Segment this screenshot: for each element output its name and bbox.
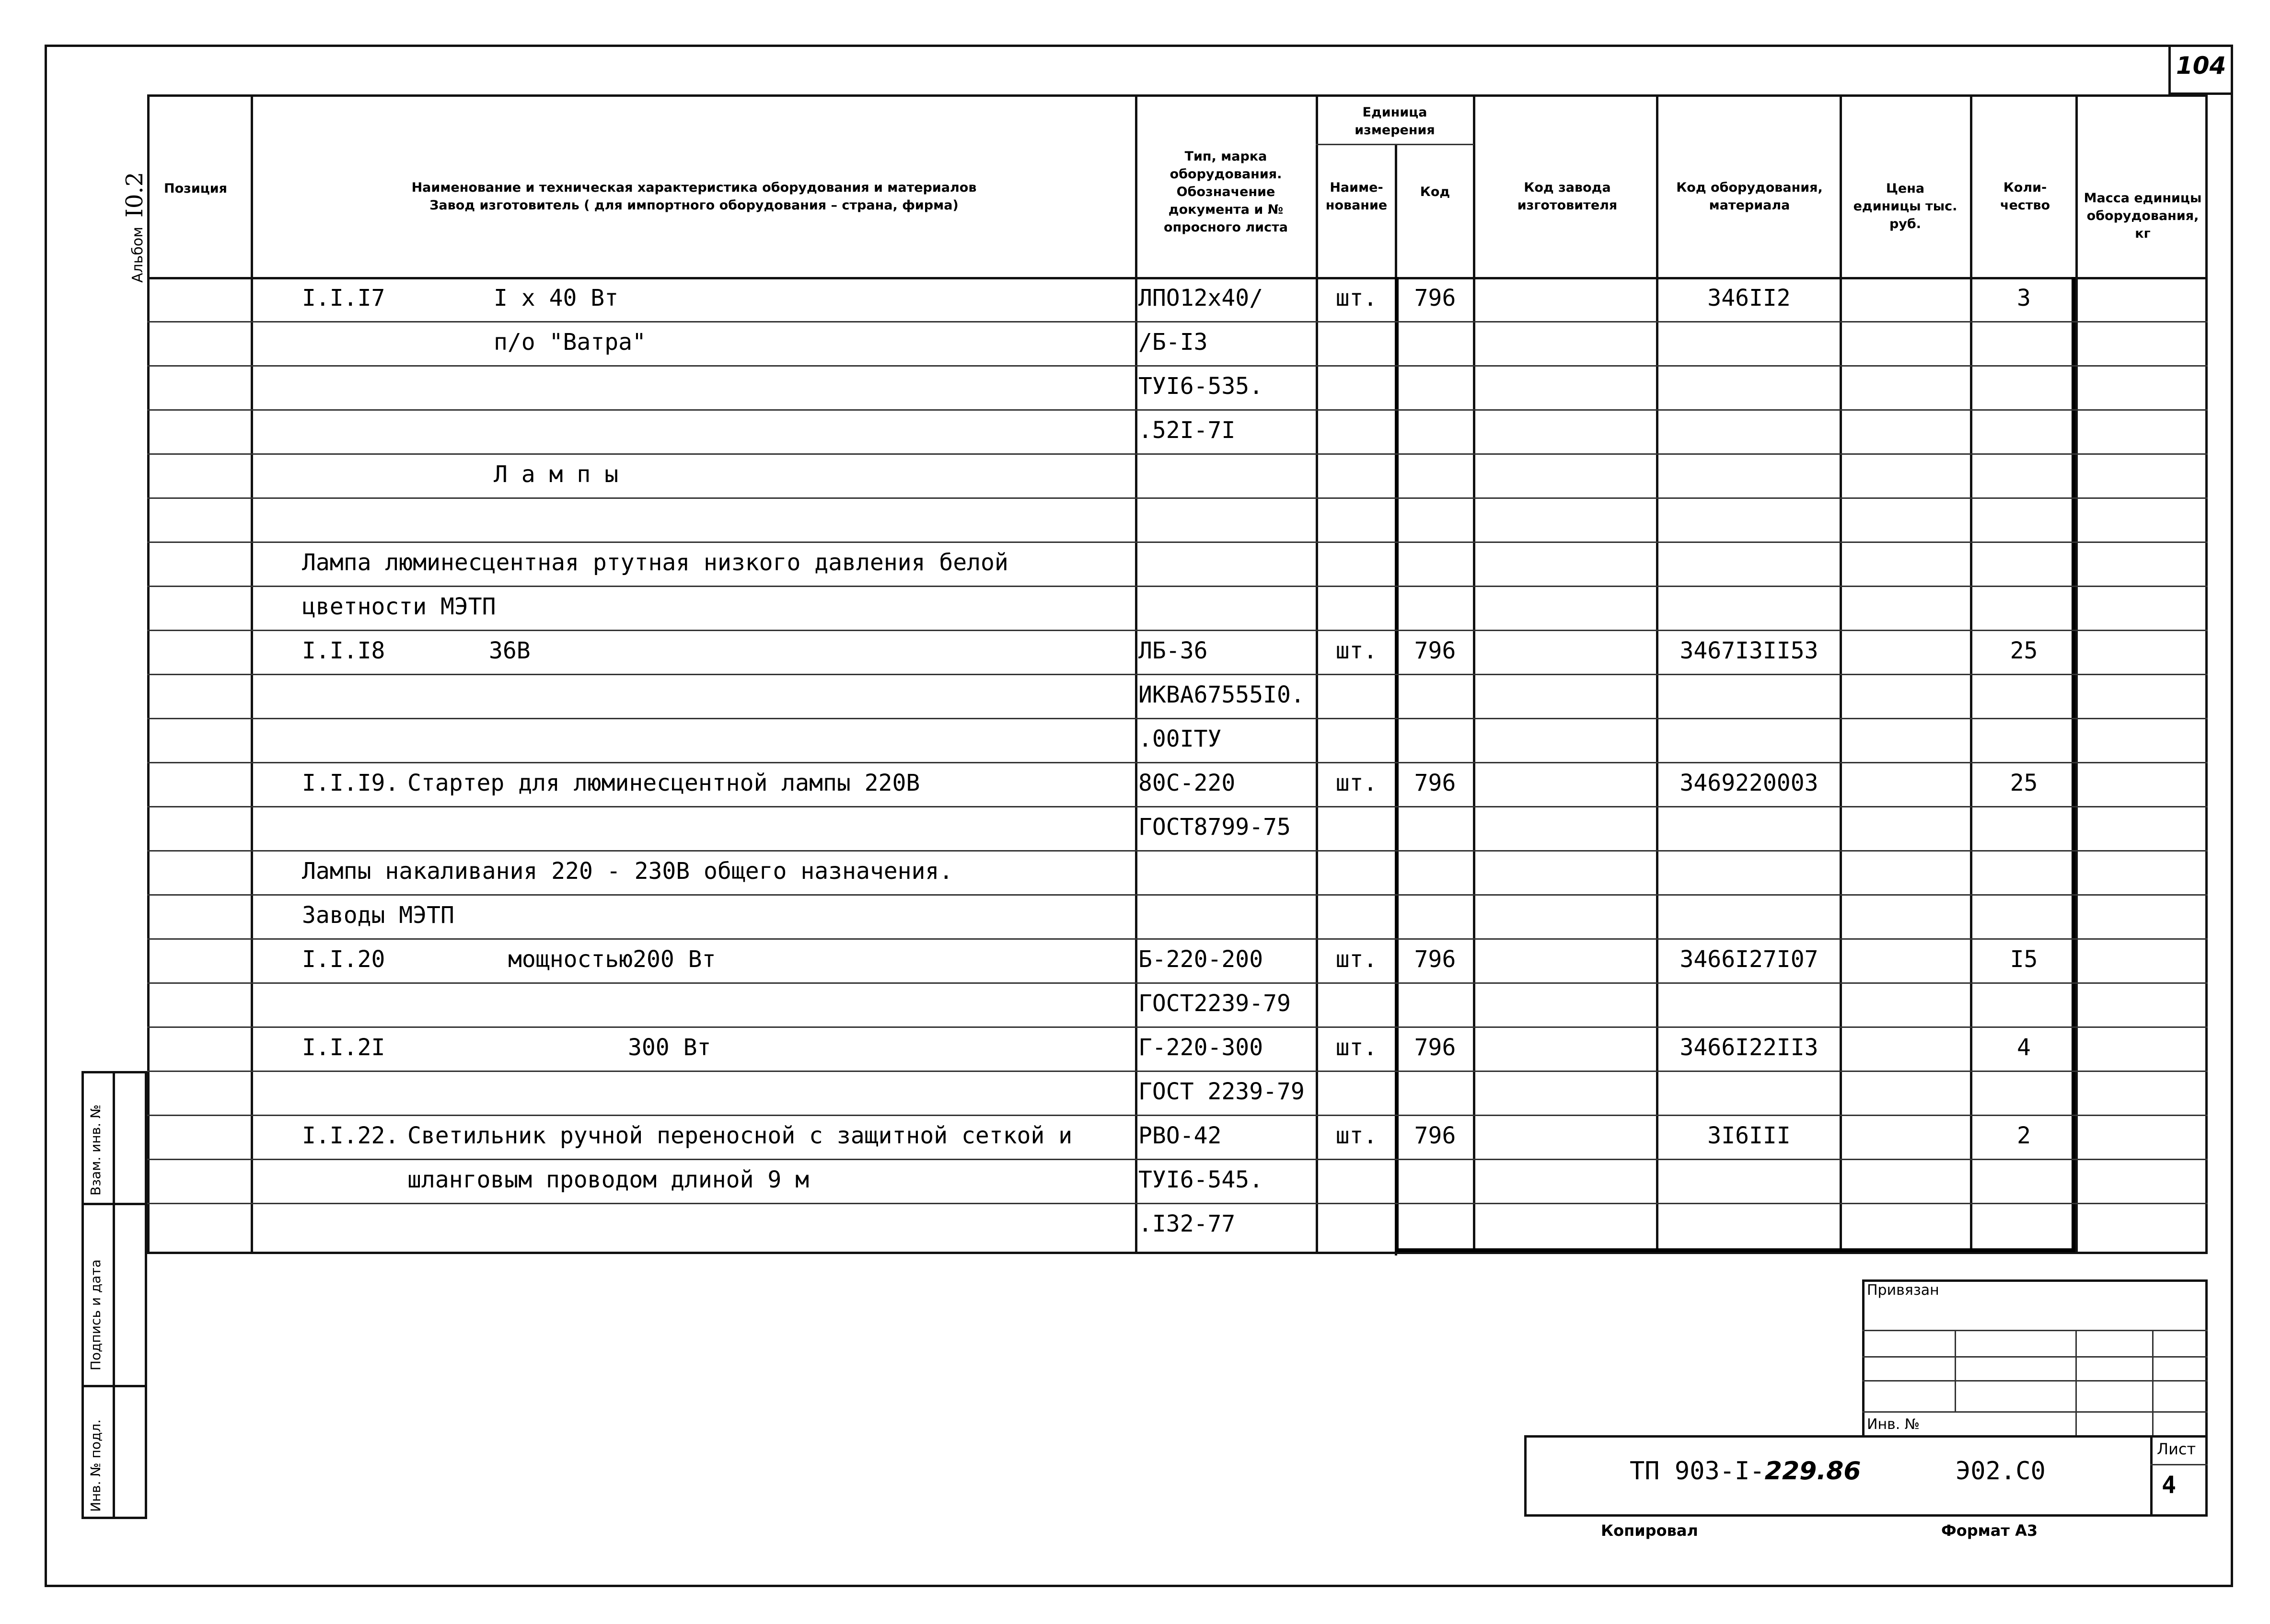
- row-line: [147, 850, 2208, 852]
- side-stamp-replace-inv: Взам. инв. №: [88, 1104, 104, 1196]
- bound-line: [1862, 1356, 2208, 1358]
- hdr-name-line1: Наименование и техническая характеристика оборудования и материалов: [411, 180, 977, 195]
- cell-name: Стартер для люминесцентной лампы 220В: [407, 770, 920, 796]
- cell-pos: I.I.20: [302, 946, 385, 973]
- bound-line: [1862, 1411, 2208, 1413]
- cell-pos: I.I.I7: [302, 285, 385, 311]
- row-line: [147, 674, 2208, 675]
- side-stamp-sign-date: Подпись и дата: [88, 1259, 104, 1371]
- row-line: [147, 1203, 2208, 1204]
- cell-code: 796: [1414, 1034, 1456, 1061]
- row-line: [147, 321, 2208, 322]
- bound-line: [1862, 1380, 2208, 1382]
- row-line: [147, 630, 2208, 631]
- cell-type: 80С-220: [1138, 770, 1236, 796]
- hdr-unit-group: Единица измерения: [1355, 104, 1435, 138]
- hdr-type: Тип, марка оборудования. Обозначение документа и № опросного листа: [1164, 149, 1288, 235]
- cell-name: 300 Вт: [628, 1034, 711, 1061]
- cell-type: Г-220-300: [1138, 1034, 1263, 1061]
- bound-label: Привязан: [1867, 1282, 1939, 1299]
- cell-type: ЛБ-36: [1138, 637, 1208, 664]
- title-block-divider: [2150, 1435, 2153, 1517]
- bound-line: [1862, 1330, 2208, 1331]
- doc-prefix: ТП 903-I-: [1630, 1457, 1765, 1486]
- sheet-no: 4: [2162, 1471, 2177, 1499]
- cell-pos: I.I.I8: [302, 637, 385, 664]
- hdr-mass: Масса единицы оборудования, кг: [2084, 190, 2202, 241]
- side-stamp-orig-inv: Инв. № подл.: [88, 1419, 104, 1512]
- cell-name: Л а м п ы: [494, 461, 619, 488]
- row-line: [147, 586, 2208, 587]
- cell-name: Заводы МЭТП: [302, 902, 454, 929]
- album-number: I0.2: [121, 172, 148, 218]
- cell-qty: 25: [2010, 637, 2038, 664]
- album-label: [121, 172, 148, 283]
- cell-name: I х 40 Вт: [494, 285, 619, 311]
- sheet-label: Лист: [2157, 1440, 2196, 1458]
- cell-code: 796: [1414, 637, 1456, 664]
- doc-code: Э02.С0: [1956, 1457, 2046, 1486]
- cell-code: 796: [1414, 285, 1456, 311]
- hdr-plant-code: Код завода изготовителя: [1517, 180, 1618, 213]
- cell-qty: 4: [2017, 1034, 2031, 1061]
- row-line: [147, 718, 2208, 719]
- cell-qty: 3: [2017, 285, 2031, 311]
- cell-name: Светильник ручной переносной с защитной сеткой и: [407, 1122, 1073, 1149]
- cell-type: ЛПО12х40/: [1138, 285, 1263, 311]
- row-line: [147, 806, 2208, 807]
- row-line: [147, 1115, 2208, 1116]
- cell-name: Лампы накаливания 220 - 230В общего назначения.: [302, 858, 953, 885]
- hdr-position: Позиция: [164, 181, 228, 196]
- cell-equip: 3467I3II53: [1679, 637, 1818, 664]
- cell-type: ИКВА67555I0.: [1138, 681, 1305, 708]
- cell-qty: 2: [2017, 1122, 2031, 1149]
- cell-type: /Б-I3: [1138, 329, 1208, 356]
- row-line: [147, 365, 2208, 367]
- cell-unit: шт.: [1335, 770, 1378, 796]
- album-label-text: Альбом: [129, 227, 146, 283]
- cell-name: шланговым проводом длиной 9 м: [407, 1166, 810, 1193]
- bound-col: [2152, 1330, 2154, 1438]
- cell-equip: 346II2: [1707, 285, 1791, 311]
- cell-pos: I.I.22.: [302, 1122, 399, 1149]
- cell-pos: I.I.2I: [302, 1034, 385, 1061]
- row-line: [147, 1159, 2208, 1160]
- cell-unit: шт.: [1335, 637, 1378, 664]
- cell-qty: 25: [2010, 770, 2038, 796]
- hdr-name: [253, 177, 1135, 216]
- bound-col: [1955, 1330, 1956, 1411]
- cell-type: Б-220-200: [1138, 946, 1263, 973]
- row-line: [147, 453, 2208, 455]
- footer-format: Формат А3: [1941, 1521, 2038, 1540]
- cell-type: .00IТУ: [1138, 726, 1222, 752]
- row-line: [147, 1071, 2208, 1072]
- row-line: [147, 497, 2208, 499]
- side-stamp-sep: [81, 1385, 147, 1387]
- cell-type: ТУI6-545.: [1138, 1166, 1263, 1193]
- cell-code: 796: [1414, 1122, 1456, 1149]
- cell-qty: I5: [2010, 946, 2038, 973]
- row-line: [147, 982, 2208, 984]
- cell-name: п/о "Ватра": [494, 329, 646, 356]
- cell-type: ТУI6-535.: [1138, 373, 1263, 400]
- row-line: [147, 1026, 2208, 1028]
- hdr-equip-code: Код оборудования, материала: [1676, 180, 1823, 213]
- cell-code: 796: [1414, 946, 1456, 973]
- cell-name: Лампа люминесцентная ртутная низкого давления белой: [302, 549, 1008, 576]
- hdr-name-line2: Завод изготовитель ( для импортного оборудования – страна, фирма): [429, 198, 959, 213]
- cell-pos: I.I.I9.: [302, 770, 399, 796]
- cell-name: мощностью200 Вт: [508, 946, 716, 973]
- inv-label: Инв. №: [1867, 1416, 1920, 1433]
- side-stamp-sep: [81, 1203, 147, 1205]
- side-stamp-divider: [113, 1071, 115, 1519]
- doc-number: [1630, 1457, 1861, 1486]
- cell-equip: 3I6III: [1707, 1122, 1791, 1149]
- cell-code: 796: [1414, 770, 1456, 796]
- cell-type: ГОСТ8799-75: [1138, 814, 1291, 841]
- row-line: [147, 762, 2208, 763]
- cell-type: ГОСТ2239-79: [1138, 990, 1291, 1017]
- hdr-qty: Коли-чество: [2000, 180, 2050, 213]
- hdr-unit-code: Код: [1420, 184, 1450, 199]
- cell-type: РВО-42: [1138, 1122, 1222, 1149]
- row-line: [147, 938, 2208, 940]
- footer-copied: Копировал: [1601, 1521, 1698, 1540]
- bold-box: [1395, 277, 2075, 1252]
- cell-unit: шт.: [1335, 1122, 1378, 1149]
- sheet-number-handwritten: 104: [2176, 52, 2226, 80]
- bound-col: [2075, 1330, 2077, 1438]
- hdr-price: Цена единицы тыс. руб.: [1853, 181, 1957, 231]
- cell-name: 36В: [489, 637, 531, 664]
- cell-equip: 3469220003: [1679, 770, 1818, 796]
- bound-block: [1862, 1279, 2208, 1438]
- unit-group-line: [1316, 144, 1474, 145]
- title-block-line: [2150, 1464, 2208, 1465]
- cell-type: .I32-77: [1138, 1210, 1236, 1237]
- row-line: [147, 541, 2208, 543]
- cell-equip: 3466I22II3: [1679, 1034, 1818, 1061]
- cell-unit: шт.: [1335, 946, 1378, 973]
- doc-hand: 229.86: [1764, 1457, 1861, 1486]
- cell-type: ГОСТ 2239-79: [1138, 1078, 1305, 1105]
- cell-name: цветности МЭТП: [302, 593, 496, 620]
- row-line: [147, 894, 2208, 896]
- cell-equip: 3466I27I07: [1679, 946, 1818, 973]
- hdr-unit-name: Наиме-нование: [1325, 180, 1388, 213]
- row-line: [147, 409, 2208, 411]
- title-block: [1524, 1435, 2208, 1517]
- cell-unit: шт.: [1335, 285, 1378, 311]
- cell-type: .52I-7I: [1138, 417, 1236, 444]
- cell-unit: шт.: [1335, 1034, 1378, 1061]
